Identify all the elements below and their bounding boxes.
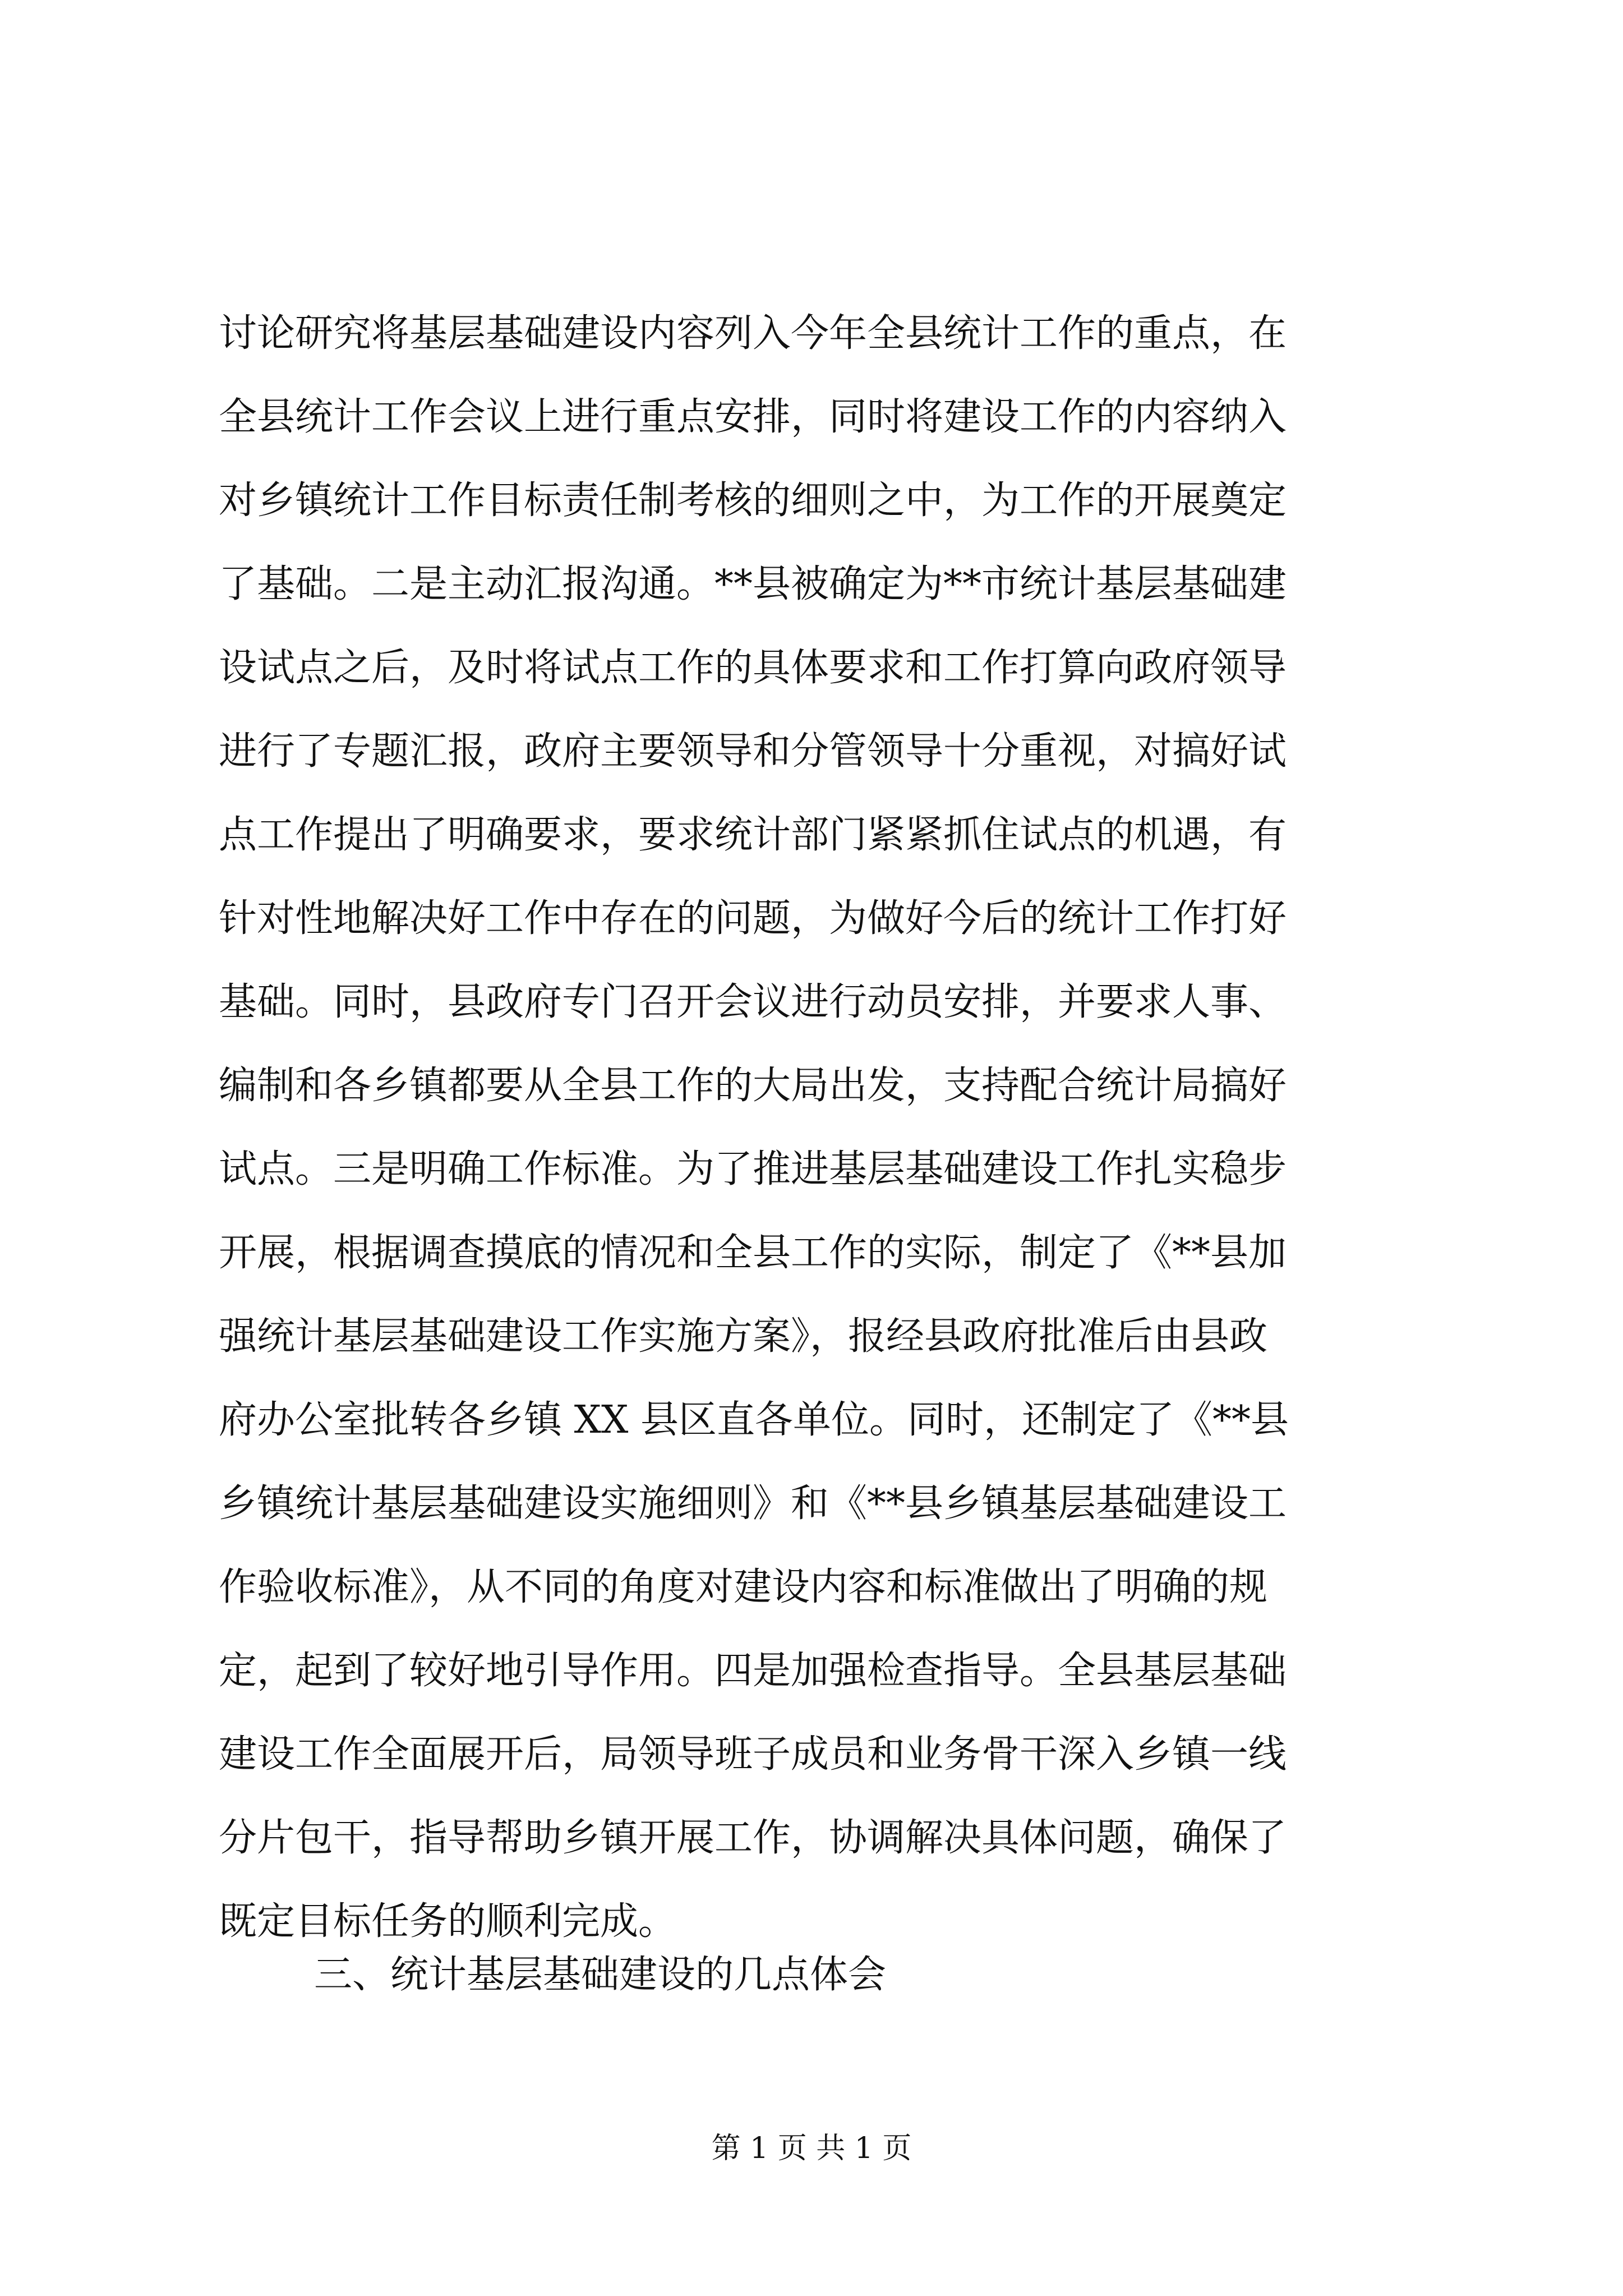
text-line: 府办公室批转各乡镇 XX 县区直各单位。同时，还制定了《**县 [219, 1398, 1289, 1442]
section-heading: 三、统计基层基础建设的几点体会 [314, 1953, 887, 1997]
text-line: 针对性地解决好工作中存在的问题，为做好今后的统计工作打好 [219, 896, 1287, 941]
text-line: 编制和各乡镇都要从全县工作的大局出发，支持配合统计局搞好 [219, 1064, 1287, 1108]
text-line: 点工作提出了明确要求，要求统计部门紧紧抓住试点的机遇，有 [219, 813, 1287, 857]
text-line: 了基础。二是主动汇报沟通。**县被确定为**市统计基层基础建 [219, 562, 1287, 606]
text-line: 分片包干，指导帮助乡镇开展工作，协调解决具体问题，确保了 [219, 1816, 1287, 1860]
text-line: 开展，根据调查摸底的情况和全县工作的实际，制定了《**县加 [219, 1231, 1287, 1275]
text-line: 对乡镇统计工作目标责任制考核的细则之中，为工作的开展奠定 [219, 478, 1287, 523]
text-line: 强统计基层基础建设工作实施方案》，报经县政府批准后由县政 [219, 1314, 1268, 1359]
text-line: 全县统计工作会议上进行重点安排，同时将建设工作的内容纳入 [219, 395, 1287, 439]
text-line: 既定目标任务的顺利完成。 [219, 1899, 677, 1944]
text-line: 进行了专题汇报，政府主要领导和分管领导十分重视，对搞好试 [219, 729, 1287, 774]
body-paragraph [219, 292, 1419, 1963]
text-line: 试点。三是明确工作标准。为了推进基层基础建设工作扎实稳步 [219, 1147, 1287, 1191]
text-line: 设试点之后，及时将试点工作的具体要求和工作打算向政府领导 [219, 646, 1287, 690]
text-line: 乡镇统计基层基础建设实施细则》和《**县乡镇基层基础建设工 [219, 1481, 1287, 1526]
text-line: 定，起到了较好地引导作用。四是加强检查指导。全县基层基础 [219, 1649, 1287, 1693]
text-line: 建设工作全面展开后，局领导班子成员和业务骨干深入乡镇一线 [219, 1732, 1287, 1777]
text-line: 讨论研究将基层基础建设内容列入今年全县统计工作的重点，在 [219, 311, 1287, 356]
page-footer: 第 1 页 共 1 页 [711, 2132, 912, 2165]
text-line: 基础。同时，县政府专门召开会议进行动员安排，并要求人事、 [219, 980, 1287, 1024]
text-line: 作验收标准》，从不同的角度对建设内容和标准做出了明确的规 [219, 1565, 1268, 1609]
